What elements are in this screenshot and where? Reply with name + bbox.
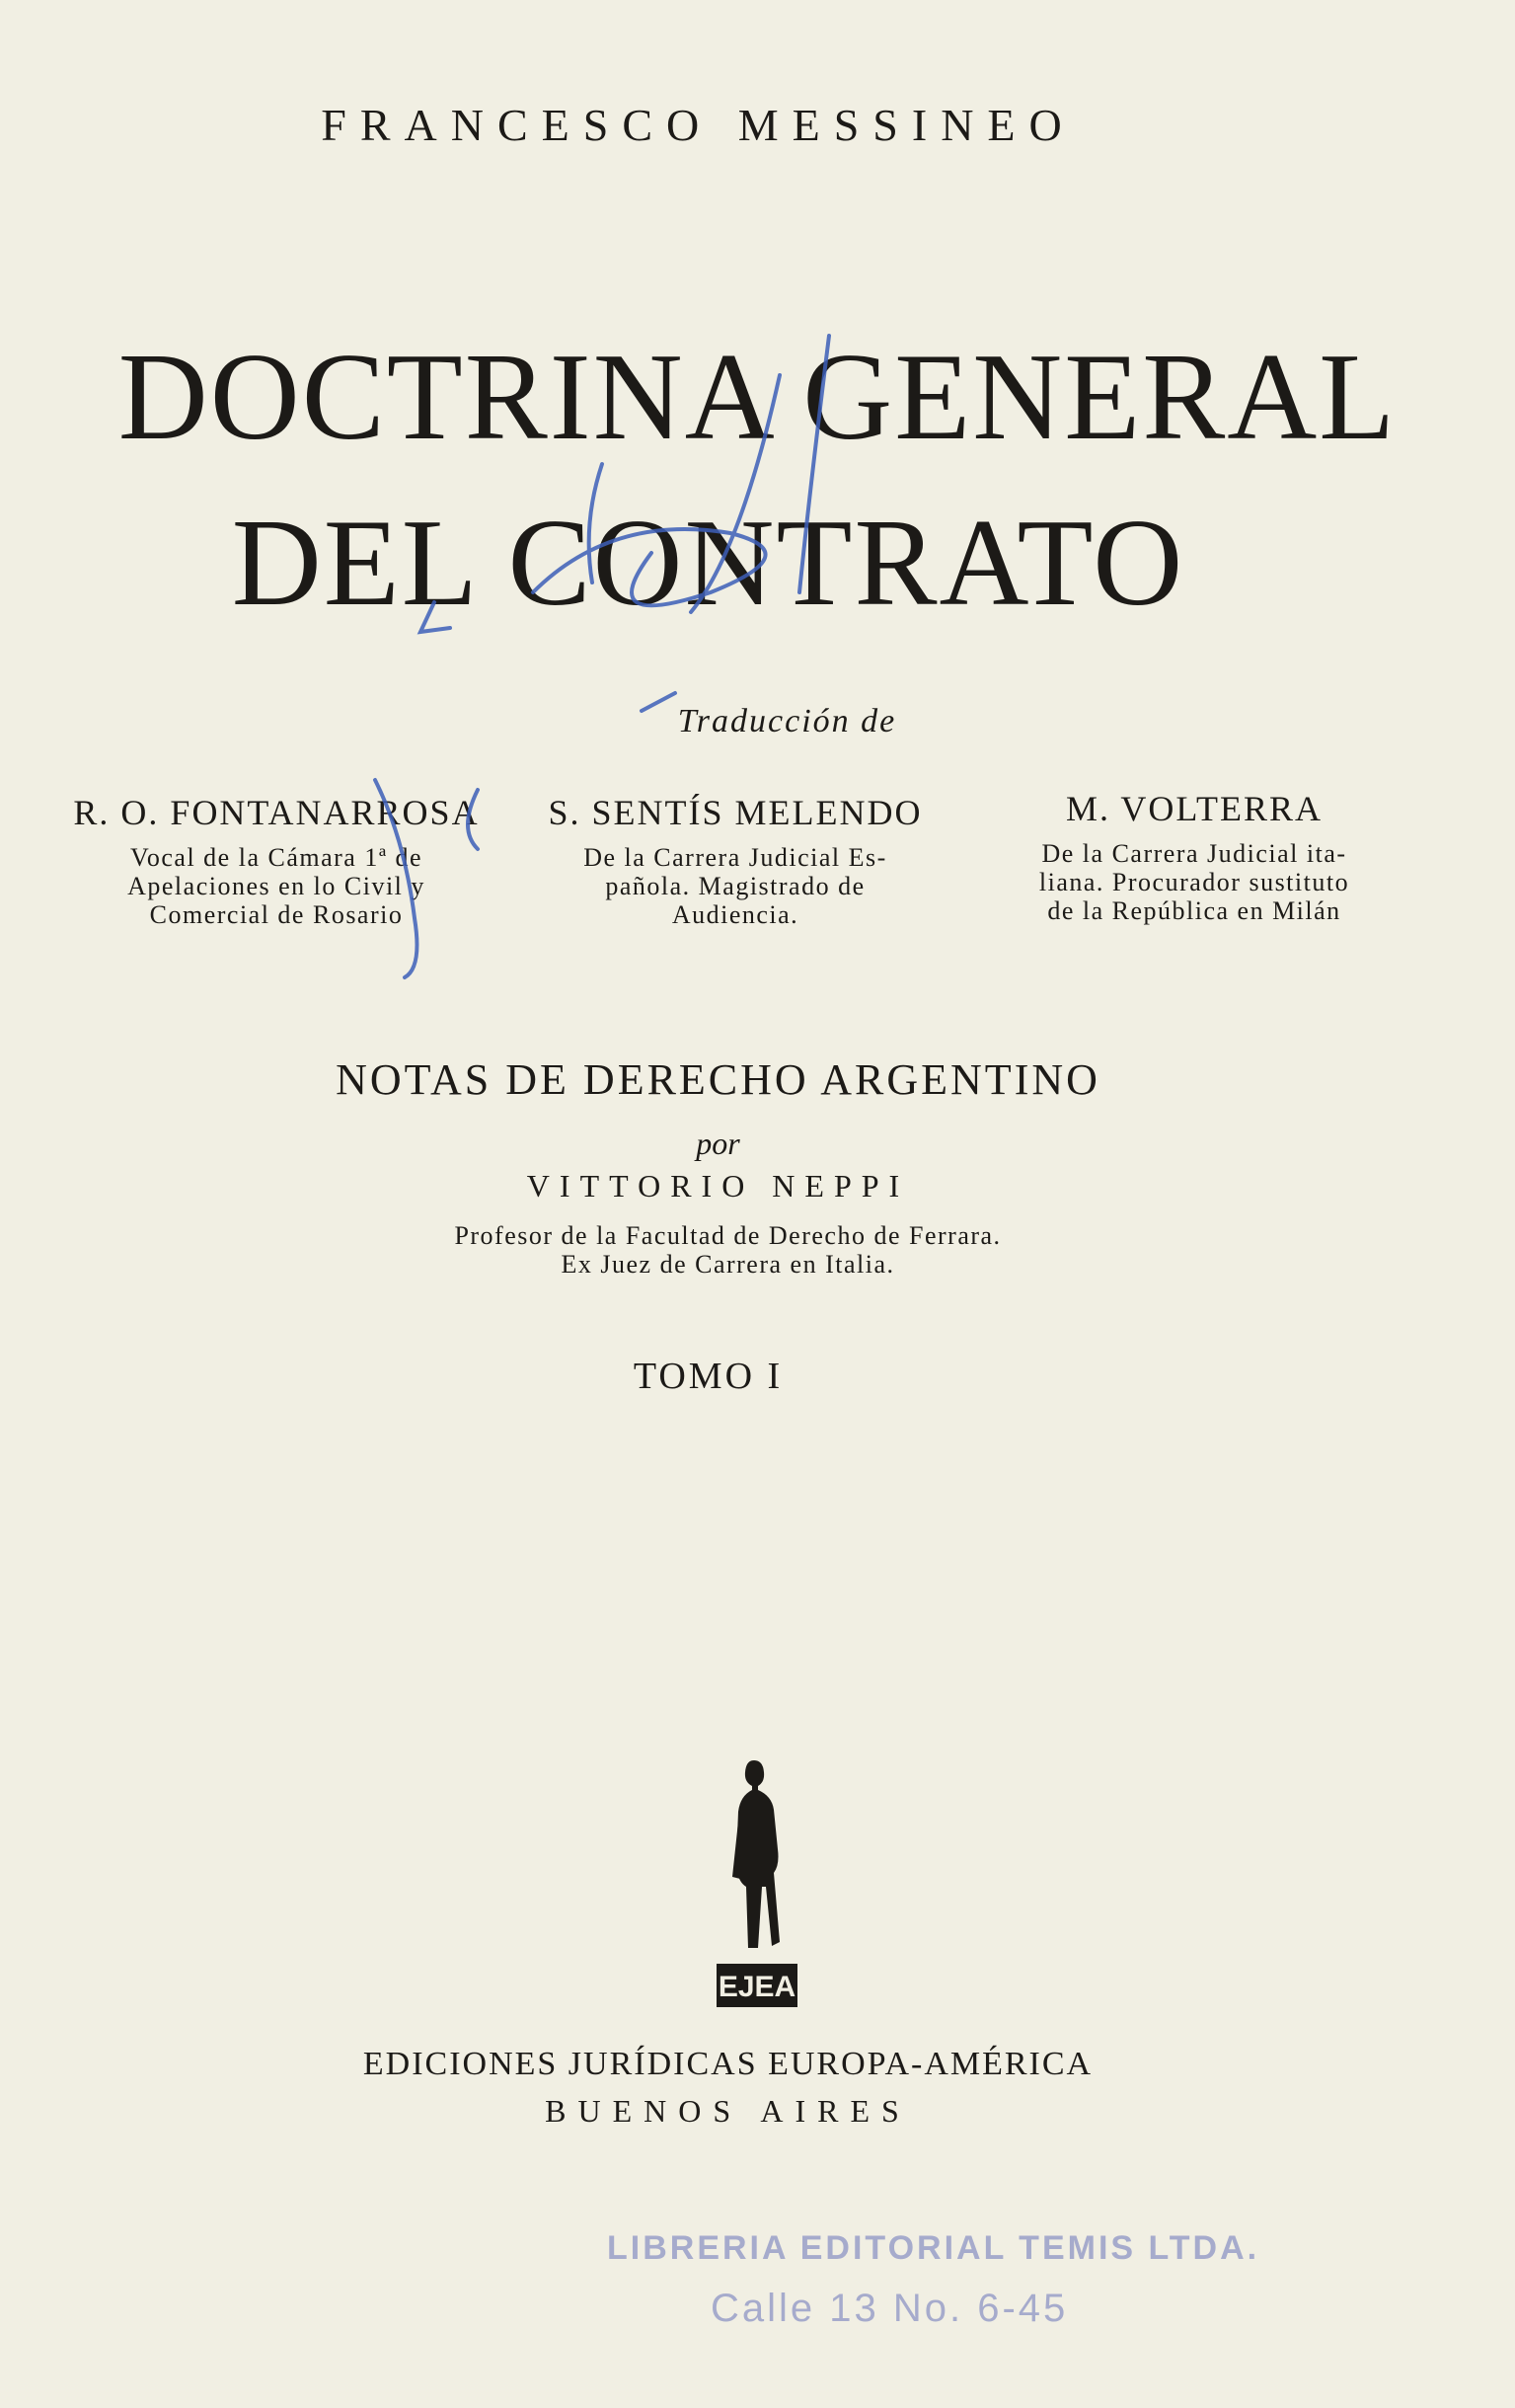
translator-2-desc-2: pañola. Magistrado de: [605, 872, 866, 900]
logo-text: EJEA: [718, 1971, 796, 2003]
publisher-logo-icon: [703, 1752, 811, 2009]
translator-1-name: R. O. FONTANARROSA: [73, 793, 480, 832]
translator-3-desc-2: liana. Procurador sustituto: [1038, 868, 1350, 896]
notes-credentials-line-1: Profesor de la Facultad de Derecho de Ferrara.: [454, 1221, 1002, 1250]
translator-1-desc-3: Comercial de Rosario: [149, 900, 404, 929]
translator-3-desc-1: De la Carrera Judicial ita-: [1041, 839, 1347, 868]
bookseller-stamp-line-2: Calle 13 No. 6-45: [711, 2287, 1069, 2330]
author-name: FRANCESCO MESSINEO: [321, 100, 1076, 150]
notes-credentials-line-2: Ex Juez de Carrera en Italia.: [561, 1250, 895, 1279]
translator-3-desc-3: de la República en Milán: [1047, 896, 1341, 925]
translator-2-desc-3: Audiencia.: [671, 900, 799, 929]
translation-label: Traducción de: [677, 703, 897, 739]
translator-2-desc-1: De la Carrera Judicial Es-: [583, 843, 887, 872]
book-title-line-2: DEL CONTRATO: [231, 495, 1185, 632]
translator-2: [528, 792, 943, 929]
publisher-name: EDICIONES JURÍDICAS EUROPA-AMÉRICA: [362, 2046, 1094, 2082]
volume-label: TOMO I: [633, 1356, 784, 1397]
translator-1-desc-1: Vocal de la Cámara 1ª de: [129, 843, 423, 872]
translator-3-name: M. VOLTERRA: [1065, 789, 1324, 828]
bookseller-stamp-line-1: LIBRERIA EDITORIAL TEMIS LTDA.: [607, 2229, 1260, 2267]
publisher-city: BUENOS AIRES: [545, 2093, 911, 2129]
notes-by: por: [696, 1126, 740, 1161]
translator-1: [69, 792, 484, 929]
notes-heading: NOTAS DE DERECHO ARGENTINO: [336, 1055, 1100, 1104]
notes-author: VITTORIO NEPPI: [526, 1168, 910, 1204]
translator-1-desc-2: Apelaciones en lo Civil y: [127, 872, 425, 900]
translator-2-name: S. SENTÍS MELENDO: [548, 793, 923, 832]
notes-credentials: [0, 1221, 1485, 1279]
translator-3: [987, 788, 1401, 925]
book-title-line-1: DOCTRINA GENERAL: [117, 329, 1398, 466]
